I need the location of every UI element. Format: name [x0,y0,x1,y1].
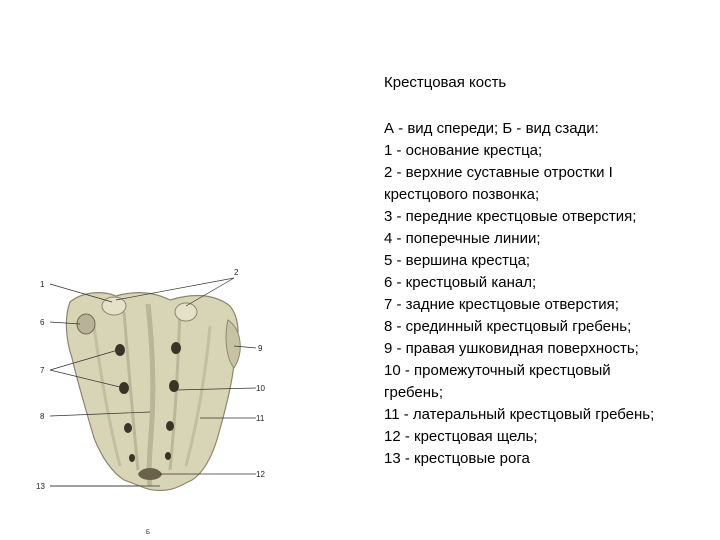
callout-13: 13 [36,482,45,491]
posterior-foramen [124,423,132,433]
callout-10: 10 [256,384,265,393]
legend-line: 10 - промежуточный крестцовый [384,362,611,379]
sacrum-figure [20,260,280,540]
legend-line: 3 - передние крестцовые отверстия; [384,208,637,225]
callout-9: 9 [258,344,263,353]
legend-line: 4 - поперечные линии; [384,230,541,247]
superior-articular-process [102,297,126,315]
callout-8: 8 [40,412,45,421]
figure-caption: Б [146,530,150,536]
slide-title: Крестцовая кость [384,74,507,91]
posterior-foramen [115,344,125,356]
posterior-foramen [166,421,174,431]
callout-11: 11 [256,414,265,423]
legend-line: 5 - вершина крестца; [384,252,531,269]
callout-1: 1 [40,280,45,289]
legend-line: 12 - крестцовая щель; [384,428,538,445]
legend-line: 9 - правая ушковидная поверхность; [384,340,639,357]
legend-line: 7 - задние крестцовые отверстия; [384,296,619,313]
legend-line: А - вид спереди; Б - вид сзади: [384,120,599,137]
legend-line: крестцового позвонка; [384,186,540,203]
legend-line: 8 - срединный крестцовый гребень; [384,318,632,335]
callout-7: 7 [40,366,45,375]
sacrum-illustration [20,260,280,540]
legend-line: гребень; [384,384,444,401]
posterior-foramen [129,454,135,462]
callout-2: 2 [234,268,239,277]
posterior-foramen [171,342,181,354]
legend-line: 11 - латеральный крестцовый гребень; [384,406,655,423]
legend-line: 2 - верхние суставные отростки I [384,164,613,181]
posterior-foramen [165,452,171,460]
legend [384,118,720,470]
callout-12: 12 [256,470,265,479]
legend-line: 6 - крестцовый канал; [384,274,537,291]
legend-line: 1 - основание крестца; [384,142,543,159]
callout-6: 6 [40,318,45,327]
legend-line: 13 - крестцовые рога [384,450,530,467]
